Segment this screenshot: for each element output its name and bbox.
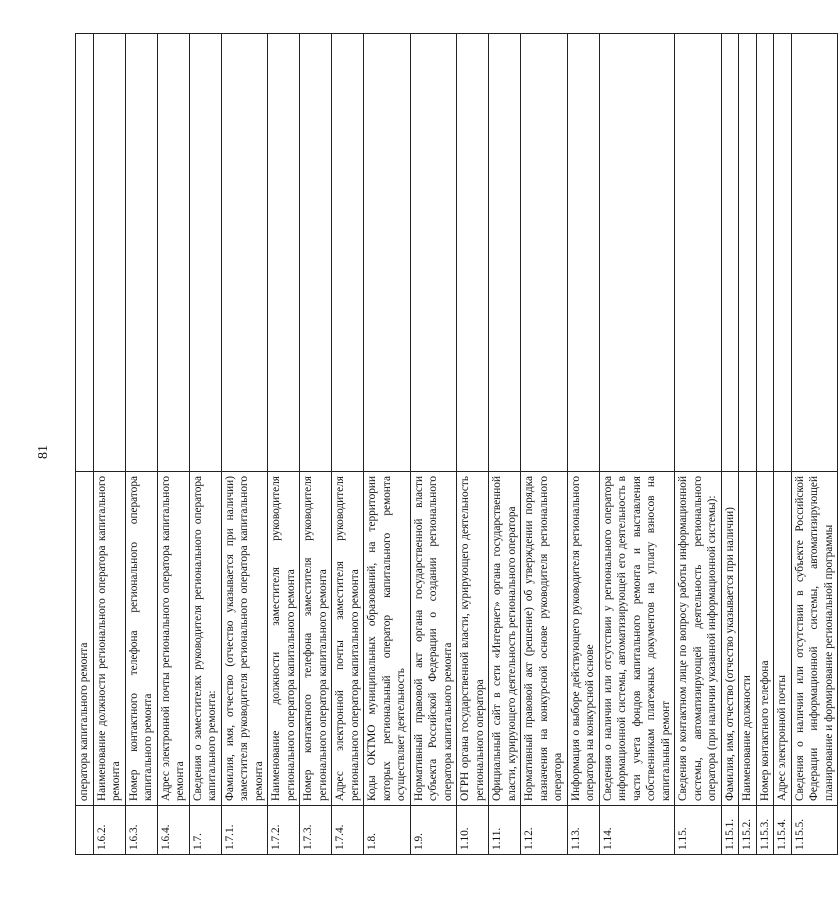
table-row bbox=[364, 34, 411, 855]
row-number: 1.15.4. bbox=[774, 806, 792, 855]
row-number: 1.15.5. bbox=[791, 806, 838, 855]
row-number bbox=[76, 806, 94, 855]
table-row bbox=[93, 34, 125, 855]
value-cell bbox=[567, 34, 599, 472]
row-text: Сведения о наличии или отсутствии в субъекте Российской Федерации информационной системы, автоматизирующей планирование и формирование региональной программы bbox=[791, 472, 838, 806]
row-text: Номер контактного телефона заместителя руководителя регионального оператора капитального ремонта bbox=[300, 472, 332, 806]
row-number: 1.14. bbox=[599, 806, 675, 855]
row-number: 1.12. bbox=[521, 806, 568, 855]
table-row bbox=[268, 34, 300, 855]
value-cell bbox=[457, 34, 489, 472]
value-cell bbox=[364, 34, 411, 472]
row-text: Сведения о наличии или отсутствии у регионального оператора информационной системы, автоматизирующей его деятельность в части учета фондов капитального ремонта и выставления собственникам платежных документов на уплату взносов на капитальный ремонт bbox=[599, 472, 675, 806]
table-row bbox=[410, 34, 457, 855]
row-text: Информация о выборе действующего руководителя регионального оператора на конкурсной основе bbox=[567, 472, 599, 806]
table-row bbox=[791, 34, 838, 855]
row-number: 1.7.2. bbox=[268, 806, 300, 855]
row-text: Официальный сайт в сети «Интернет» органа государственной власти, курирующего деятельность регионального оператора bbox=[489, 472, 521, 806]
row-number: 1.9. bbox=[410, 806, 457, 855]
row-text: ОГРН органа государственной власти, курирующего деятельность регионального оператора bbox=[457, 472, 489, 806]
table-row bbox=[76, 34, 94, 855]
value-cell bbox=[739, 34, 757, 472]
value-cell bbox=[774, 34, 792, 472]
row-number: 1.15. bbox=[675, 806, 722, 855]
table-row bbox=[300, 34, 332, 855]
table-row bbox=[675, 34, 722, 855]
row-text: Нормативный правовой акт (решение) об утверждении порядка назначения на конкурсной основе руководителя регионального оператора bbox=[521, 472, 568, 806]
table-row bbox=[739, 34, 757, 855]
row-text: Нормативный правовой акт органа государственной власти субъекта Российской Федерации о создании регионального оператора капитального ремонта bbox=[410, 472, 457, 806]
value-cell bbox=[521, 34, 568, 472]
row-text: Сведения о контактном лице по вопросу работы информационной системы, автоматизирующей деятельность регионального оператора (при наличии указанной информационной системы): bbox=[675, 472, 722, 806]
row-number: 1.8. bbox=[364, 806, 411, 855]
value-cell bbox=[410, 34, 457, 472]
value-cell bbox=[221, 34, 268, 472]
row-number: 1.15.2. bbox=[739, 806, 757, 855]
table-row bbox=[189, 34, 221, 855]
row-number: 1.7.4. bbox=[332, 806, 364, 855]
data-table bbox=[75, 33, 838, 855]
table-row bbox=[721, 34, 739, 855]
value-cell bbox=[93, 34, 125, 472]
row-text: Фамилия, имя, отчество (отчество указывается при наличии) заместителя руководителя регионального оператора капитального ремонта bbox=[221, 472, 268, 806]
row-number: 1.11. bbox=[489, 806, 521, 855]
value-cell bbox=[189, 34, 221, 472]
value-cell bbox=[300, 34, 332, 472]
row-number: 1.10. bbox=[457, 806, 489, 855]
value-cell bbox=[756, 34, 774, 472]
row-number: 1.15.1. bbox=[721, 806, 739, 855]
row-text: Номер контактного телефона bbox=[756, 472, 774, 806]
value-cell bbox=[675, 34, 722, 472]
table-row bbox=[489, 34, 521, 855]
value-cell bbox=[76, 34, 94, 472]
row-number: 1.6.3. bbox=[125, 806, 157, 855]
row-number: 1.7.3. bbox=[300, 806, 332, 855]
table-row bbox=[599, 34, 675, 855]
page-number: 81 bbox=[36, 445, 51, 459]
value-cell bbox=[721, 34, 739, 472]
row-text: Наименование должности заместителя руководителя регионального оператора капитального ремонта bbox=[268, 472, 300, 806]
value-cell bbox=[332, 34, 364, 472]
row-text: Адрес электронной почты bbox=[774, 472, 792, 806]
value-cell bbox=[791, 34, 838, 472]
table-row bbox=[221, 34, 268, 855]
table-row bbox=[157, 34, 189, 855]
table-row bbox=[567, 34, 599, 855]
value-cell bbox=[157, 34, 189, 472]
rotated-table-container bbox=[75, 33, 835, 855]
value-cell bbox=[599, 34, 675, 472]
table-row bbox=[756, 34, 774, 855]
value-cell bbox=[489, 34, 521, 472]
table-row bbox=[521, 34, 568, 855]
row-number: 1.7. bbox=[189, 806, 221, 855]
table-row bbox=[125, 34, 157, 855]
row-number: 1.13. bbox=[567, 806, 599, 855]
table-row bbox=[457, 34, 489, 855]
table-row bbox=[332, 34, 364, 855]
row-text: Сведения о заместителях руководителя регионального оператора капитального ремонта: bbox=[189, 472, 221, 806]
row-text: Коды ОКТМО муниципальных образований, на территории которых региональный оператор капитального ремонта осуществляет деятельность bbox=[364, 472, 411, 806]
row-text: Наименование должности регионального оператора капитального ремонта bbox=[93, 472, 125, 806]
row-number: 1.15.3. bbox=[756, 806, 774, 855]
row-text: оператора капитального ремонта bbox=[76, 472, 94, 806]
row-text: Фамилия, имя, отчество (отчество указывается при наличии) bbox=[721, 472, 739, 806]
row-text: Наименование должности bbox=[739, 472, 757, 806]
row-number: 1.7.1. bbox=[221, 806, 268, 855]
row-text: Номер контактного телефона регионального оператора капитального ремонта bbox=[125, 472, 157, 806]
row-number: 1.6.2. bbox=[93, 806, 125, 855]
row-text: Адрес электронной почты заместителя руководителя регионального оператора капитального ремонта bbox=[332, 472, 364, 806]
table-row bbox=[774, 34, 792, 855]
row-number: 1.6.4. bbox=[157, 806, 189, 855]
value-cell bbox=[125, 34, 157, 472]
value-cell bbox=[268, 34, 300, 472]
row-text: Адрес электронной почты регионального оператора капитального ремонта bbox=[157, 472, 189, 806]
